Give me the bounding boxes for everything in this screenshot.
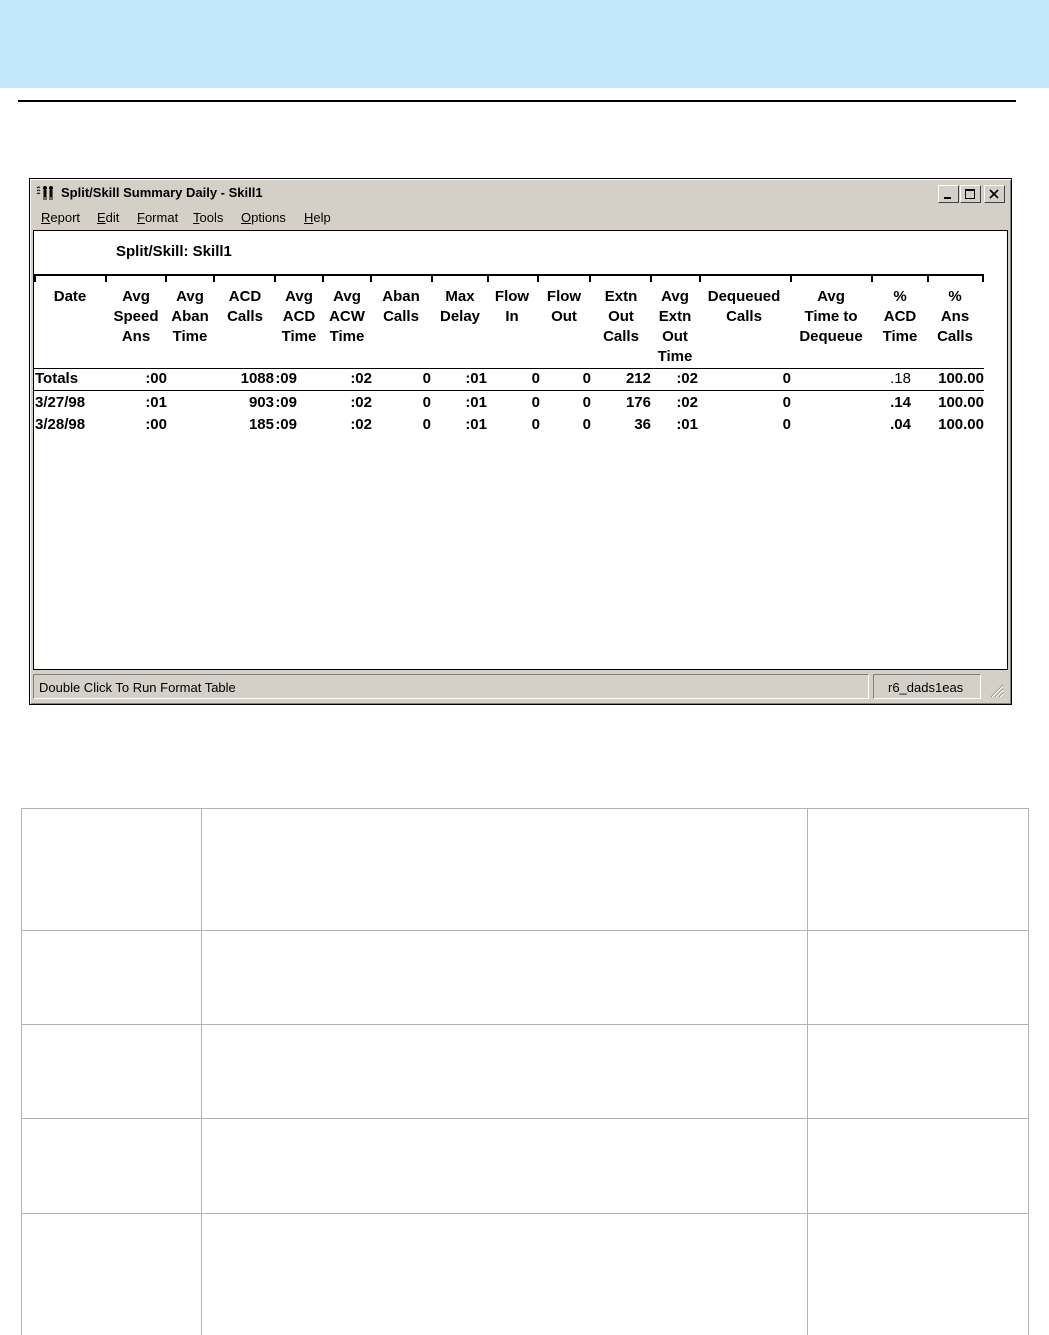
row-3-28-98-flow-out: 0 xyxy=(582,416,591,433)
ruler-tick xyxy=(105,276,107,282)
ruler-tick xyxy=(34,276,36,282)
row-3-28-98-avg-acd-time: :09 xyxy=(275,416,297,433)
menu-tools-rest: ools xyxy=(199,210,224,225)
row-3-27-98-avg-acw-time: :02 xyxy=(350,394,372,411)
table-cell xyxy=(808,1025,1029,1119)
row-3-27-98-flow-in: 0 xyxy=(531,394,540,411)
totals-acd-calls: 1088 xyxy=(240,370,274,387)
ruler-tick xyxy=(165,276,167,282)
header-rule xyxy=(18,100,1016,102)
close-icon xyxy=(985,186,1004,202)
maximize-icon xyxy=(961,186,980,202)
status-server-text: r6_dads1eas xyxy=(888,680,964,695)
row-3-28-98-avg-acw-time: :02 xyxy=(350,416,372,433)
header-band xyxy=(0,0,1049,88)
menu-format-rest: ormat xyxy=(144,210,179,225)
totals-flow-out: 0 xyxy=(582,370,591,387)
description-table xyxy=(21,808,1029,1335)
resize-grip-icon[interactable] xyxy=(988,682,1004,698)
minimize-button[interactable] xyxy=(938,185,959,203)
status-server-panel xyxy=(873,674,981,699)
column-header-avg-speed-ans: Avg Speed Ans xyxy=(113,288,159,345)
column-header-flow-out: Flow Out xyxy=(546,288,582,325)
row-3-28-98-aban-calls: 0 xyxy=(422,416,431,433)
table-cell xyxy=(808,1119,1029,1214)
totals-avg-extn-out-time: :02 xyxy=(676,370,698,387)
menu-options-mnemonic: O xyxy=(241,210,252,225)
totals-avg-speed-ans: :00 xyxy=(145,370,167,387)
menu-edit-rest: dit xyxy=(105,210,120,225)
menu-edit[interactable] xyxy=(97,210,119,225)
totals-max-delay: :01 xyxy=(465,370,487,387)
row-3-27-98-dequeued-calls: 0 xyxy=(782,394,791,411)
ruler-tick xyxy=(213,276,215,282)
column-header-aban-calls: Aban Calls xyxy=(382,288,420,325)
column-header-avg-time-to-dequeue: Avg Time to Dequeue xyxy=(799,288,863,345)
ruler-tick xyxy=(982,276,984,282)
column-header-max-delay: Max Delay xyxy=(439,288,481,325)
table-row xyxy=(22,1025,1029,1119)
column-header-avg-aban-time: Avg Aban Time xyxy=(171,288,209,345)
ruler-tick xyxy=(274,276,276,282)
row-3-28-98-date: 3/28/98 xyxy=(35,416,86,433)
table-row xyxy=(22,931,1029,1025)
window-title: Split/Skill Summary Daily - Skill1 xyxy=(61,185,263,200)
row-3-27-98-acd-calls: 903 xyxy=(248,394,274,411)
ruler-tick xyxy=(699,276,701,282)
row-3-27-98-pct-ans-calls: 100.00 xyxy=(938,394,984,411)
table-cell xyxy=(22,809,202,931)
table-cell xyxy=(22,1119,202,1214)
status-hint-panel xyxy=(33,674,869,699)
status-hint-text: Double Click To Run Format Table xyxy=(39,680,236,695)
column-header-avg-acd-time: Avg ACD Time xyxy=(281,288,317,345)
ruler-tick xyxy=(370,276,372,282)
column-ruler xyxy=(34,274,984,277)
table-cell xyxy=(22,1214,202,1335)
totals-pct-ans-calls: 100.00 xyxy=(938,370,984,387)
ruler-tick xyxy=(487,276,489,282)
menu-report[interactable] xyxy=(41,210,80,225)
table-row xyxy=(22,809,1029,931)
row-3-28-98-max-delay: :01 xyxy=(465,416,487,433)
row-3-27-98-max-delay: :01 xyxy=(465,394,487,411)
close-button[interactable] xyxy=(984,185,1005,203)
table-cell xyxy=(22,1025,202,1119)
row-3-27-98-date: 3/27/98 xyxy=(35,394,86,411)
column-header-date: Date xyxy=(53,288,87,305)
ruler-tick xyxy=(927,276,929,282)
row-3-28-98-avg-extn-out-time: :01 xyxy=(676,416,698,433)
row-3-28-98-avg-speed-ans: :00 xyxy=(145,416,167,433)
row-3-28-98-pct-acd-time: .04 xyxy=(890,416,911,433)
table-cell xyxy=(202,1214,808,1335)
row-3-28-98-flow-in: 0 xyxy=(531,416,540,433)
row-3-27-98-aban-calls: 0 xyxy=(422,394,431,411)
row-3-27-98-extn-out-calls: 176 xyxy=(625,394,651,411)
ruler-tick xyxy=(790,276,792,282)
menu-bar xyxy=(33,207,1008,229)
menu-options-rest: ptions xyxy=(251,210,286,225)
table-cell xyxy=(808,931,1029,1025)
minimize-icon xyxy=(939,186,958,202)
totals-date: Totals xyxy=(35,370,79,387)
column-header-avg-acw-time: Avg ACW Time xyxy=(329,288,365,345)
row-3-27-98-avg-extn-out-time: :02 xyxy=(676,394,698,411)
table-cell xyxy=(808,809,1029,931)
app-people-icon xyxy=(35,185,55,201)
column-header-flow-in: Flow In xyxy=(494,288,530,325)
totals-pct-acd-time: .18 xyxy=(890,370,911,387)
menu-report-rest: eport xyxy=(50,210,81,225)
ruler-tick xyxy=(431,276,433,282)
column-header-avg-extn-out-time: Avg Extn Out Time xyxy=(657,288,693,365)
table-cell xyxy=(202,931,808,1025)
menu-tools-mnemonic: T xyxy=(193,210,200,225)
totals-extn-out-calls: 212 xyxy=(625,370,651,387)
row-3-28-98-dequeued-calls: 0 xyxy=(782,416,791,433)
table-cell xyxy=(202,1119,808,1214)
column-header-dequeued-calls: Dequeued Calls xyxy=(707,288,781,325)
totals-dequeued-calls: 0 xyxy=(782,370,791,387)
totals-underline xyxy=(34,390,984,391)
report-area[interactable] xyxy=(33,230,1008,670)
menu-tools[interactable] xyxy=(193,210,223,225)
column-header-extn-out-calls: Extn Out Calls xyxy=(603,288,639,345)
row-3-27-98-avg-speed-ans: :01 xyxy=(145,394,167,411)
row-3-27-98-flow-out: 0 xyxy=(582,394,591,411)
menu-format-mnemonic: F xyxy=(137,210,145,225)
totals-flow-in: 0 xyxy=(531,370,540,387)
menu-help[interactable] xyxy=(304,210,331,225)
row-3-27-98-avg-acd-time: :09 xyxy=(275,394,297,411)
menu-format[interactable] xyxy=(137,210,178,225)
column-header-pct-acd-time: % ACD Time xyxy=(882,288,918,345)
split-skill-label: Split/Skill: Skill1 xyxy=(116,243,232,260)
totals-aban-calls: 0 xyxy=(422,370,431,387)
table-row xyxy=(22,1214,1029,1335)
menu-help-rest: elp xyxy=(313,210,331,225)
table-cell xyxy=(808,1214,1029,1335)
totals-avg-acw-time: :02 xyxy=(350,370,372,387)
menu-help-mnemonic: H xyxy=(304,210,314,225)
menu-report-mnemonic: R xyxy=(41,210,51,225)
table-cell xyxy=(202,1025,808,1119)
report-window xyxy=(29,178,1012,705)
ruler-tick xyxy=(650,276,652,282)
table-row xyxy=(22,1119,1029,1214)
menu-options[interactable] xyxy=(241,210,286,225)
row-3-28-98-extn-out-calls: 36 xyxy=(634,416,651,433)
row-3-27-98-pct-acd-time: .14 xyxy=(890,394,911,411)
ruler-tick xyxy=(589,276,591,282)
ruler-tick xyxy=(871,276,873,282)
maximize-button[interactable] xyxy=(960,185,981,203)
title-bar[interactable] xyxy=(33,182,1008,204)
column-header-pct-ans-calls: % Ans Calls xyxy=(937,288,973,345)
menu-edit-mnemonic: E xyxy=(97,210,106,225)
table-cell xyxy=(202,809,808,931)
ruler-tick xyxy=(322,276,324,282)
row-3-28-98-acd-calls: 185 xyxy=(248,416,274,433)
column-header-acd-calls: ACD Calls xyxy=(227,288,263,325)
ruler-tick xyxy=(537,276,539,282)
status-bar xyxy=(33,674,1008,701)
header-underline xyxy=(34,368,984,369)
row-3-28-98-pct-ans-calls: 100.00 xyxy=(938,416,984,433)
totals-avg-acd-time: :09 xyxy=(275,370,297,387)
table-cell xyxy=(22,931,202,1025)
